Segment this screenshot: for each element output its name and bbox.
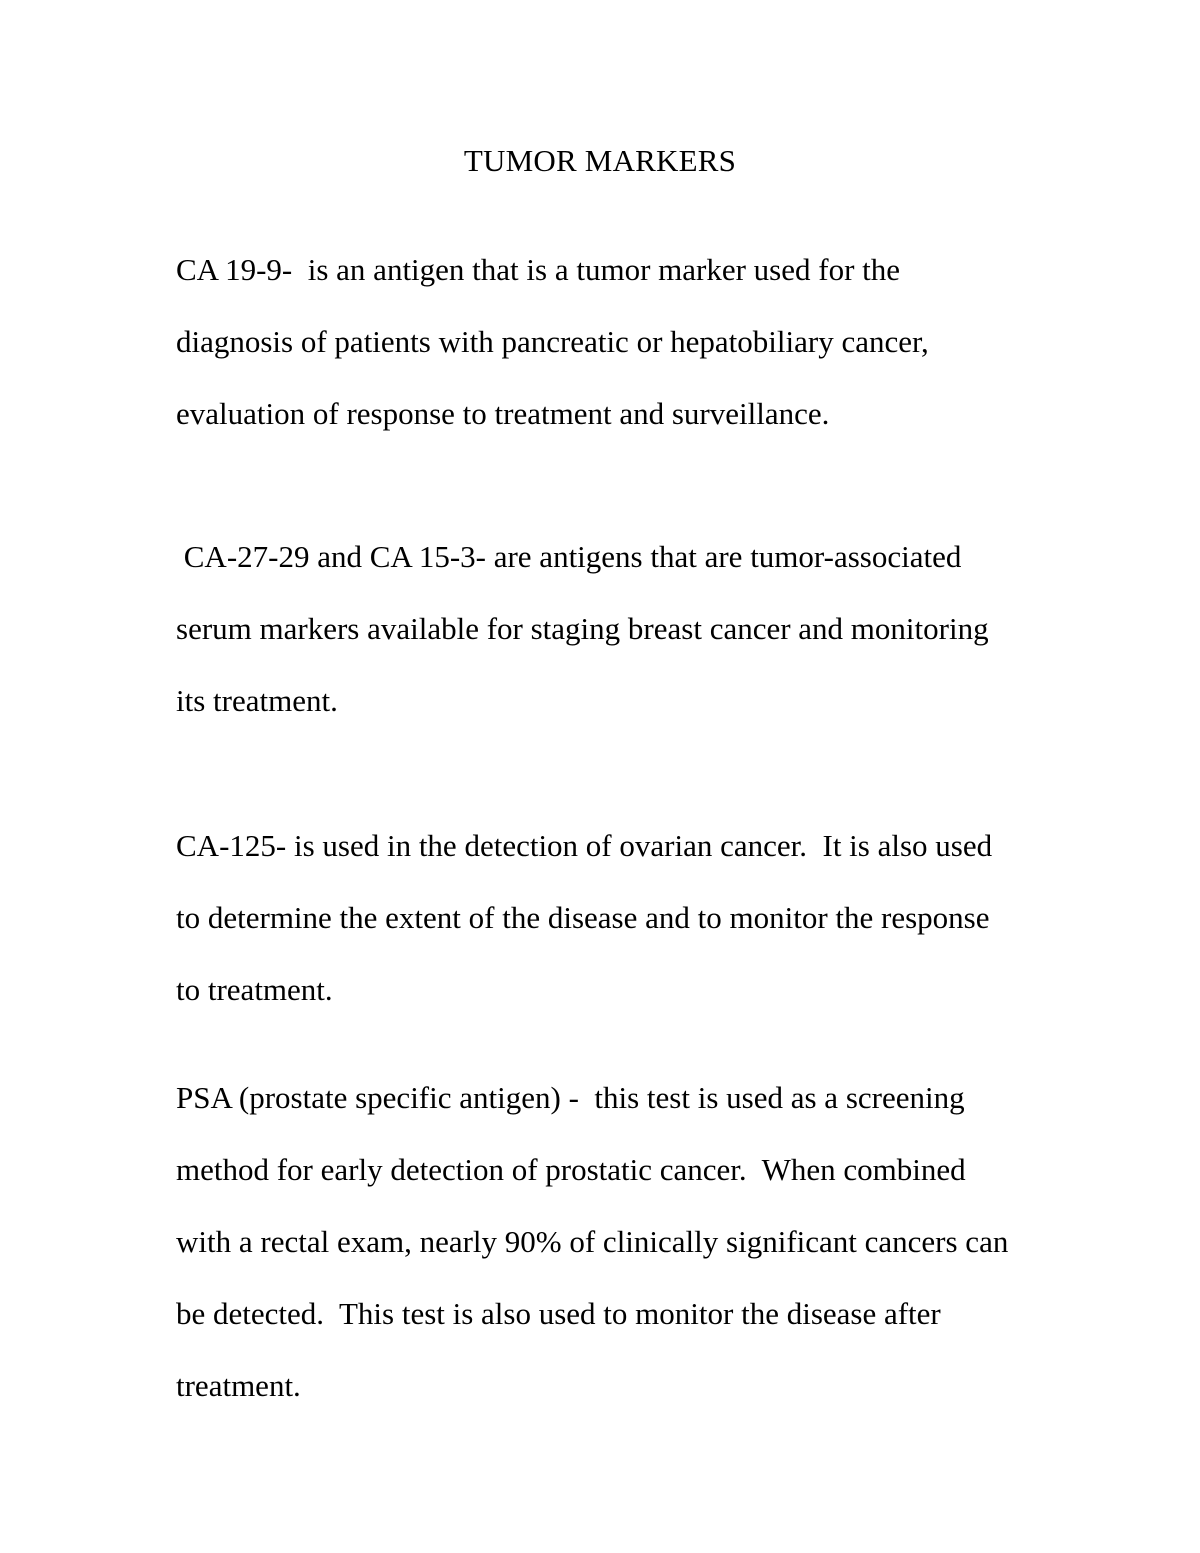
paragraph-psa — [176, 1062, 1056, 1422]
paragraph-line: evaluation of response to treatment and surveillance. — [176, 396, 830, 431]
paragraph-line: PSA (prostate specific antigen) - this test is used as a screening — [176, 1080, 965, 1115]
paragraph-line: to treatment. — [176, 972, 333, 1007]
page-title: TUMOR MARKERS — [463, 143, 737, 178]
paragraph-line: CA-125- is used in the detection of ovarian cancer. It is also used — [176, 828, 993, 863]
paragraph-ca-19-9 — [176, 234, 1056, 450]
paragraph-ca-125 — [176, 810, 1056, 1026]
paragraph-line: to determine the extent of the disease and to monitor the response — [176, 900, 990, 935]
paragraph-line: with a rectal exam, nearly 90% of clinically significant cancers can — [176, 1224, 1009, 1259]
paragraph-line: treatment. — [176, 1368, 301, 1403]
paragraph-line: serum markers available for staging breast cancer and monitoring — [176, 611, 989, 646]
paragraph-line: its treatment. — [176, 683, 338, 718]
paragraph-line: diagnosis of patients with pancreatic or hepatobiliary cancer, — [176, 324, 929, 359]
paragraph-line: CA-27-29 and CA 15-3- are antigens that are tumor-associated — [176, 539, 962, 574]
paragraph-line: CA 19-9- is an antigen that is a tumor marker used for the — [176, 252, 901, 287]
paragraph-line: method for early detection of prostatic cancer. When combined — [176, 1152, 966, 1187]
paragraph-ca-27-29 — [176, 521, 1056, 737]
paragraph-line: be detected. This test is also used to monitor the disease after — [176, 1296, 941, 1331]
